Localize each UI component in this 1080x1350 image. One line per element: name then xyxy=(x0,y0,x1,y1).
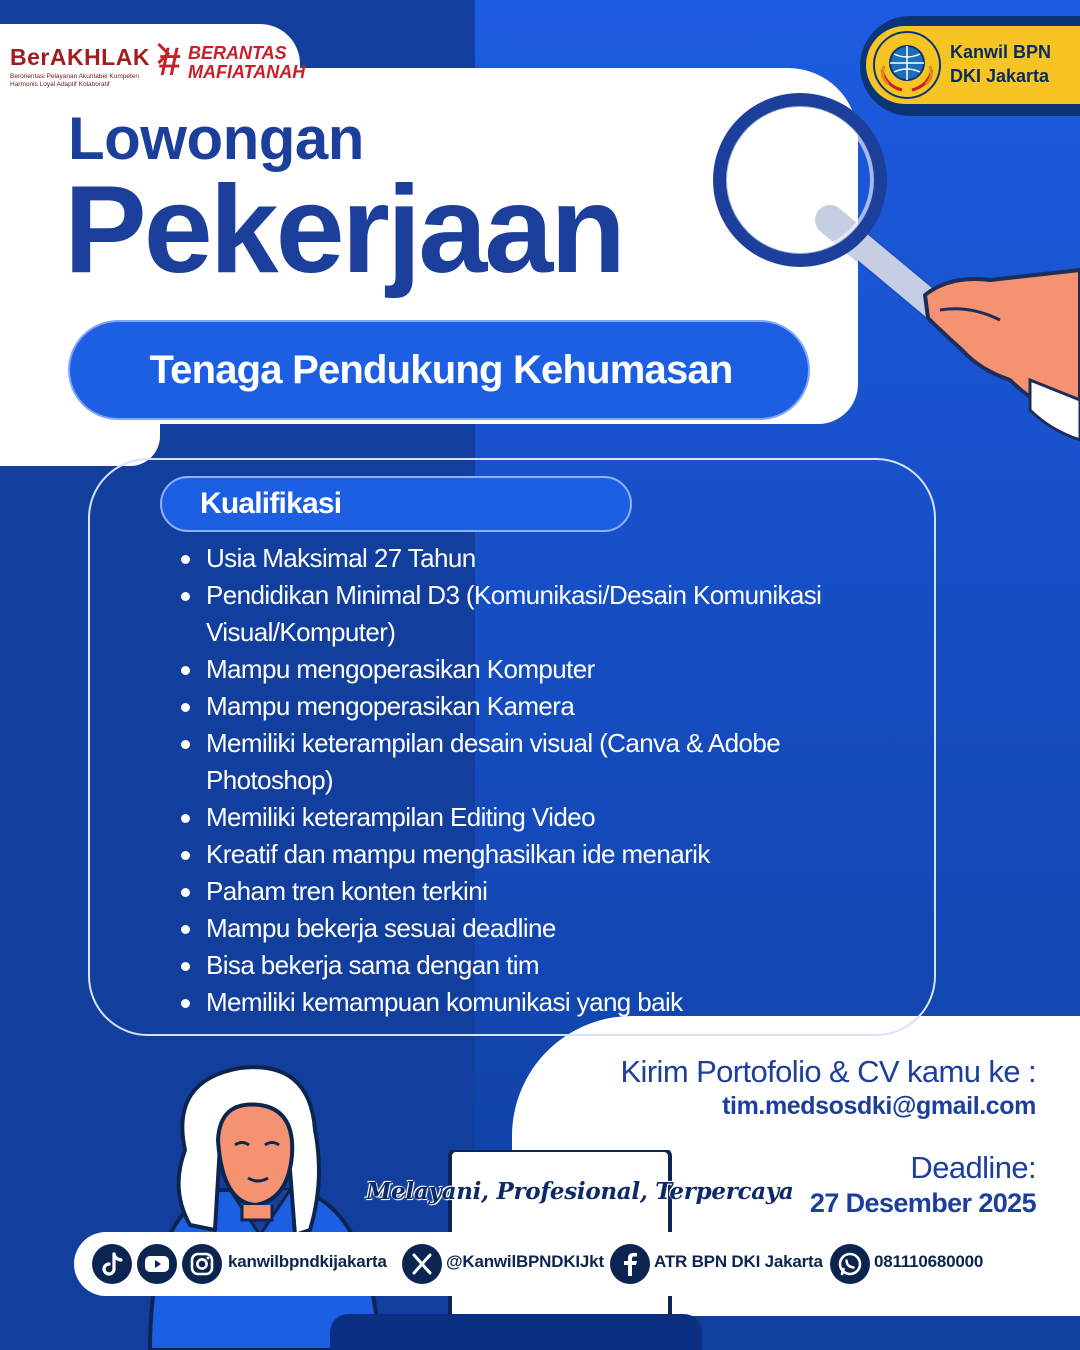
hashtag-mark: # xyxy=(158,40,181,84)
social-handle-facebook[interactable]: ATR BPN DKI Jakarta xyxy=(654,1252,823,1271)
qualification-item: Memiliki kemampuan komunikasi yang baik xyxy=(178,984,878,1021)
title-line-1: Lowongan xyxy=(68,105,364,172)
campaign-line-1: BERANTAS xyxy=(188,43,287,63)
send-instruction: Kirim Portofolio & CV kamu ke : xyxy=(620,1054,1036,1089)
whatsapp-number[interactable]: 081110680000 xyxy=(874,1252,984,1271)
slogan: Melayani, Profesional, Terpercaya xyxy=(366,1178,794,1205)
social-handle-x[interactable]: @KanwilBPNDKIJkt xyxy=(446,1252,604,1271)
qualification-item: Mampu mengoperasikan Komputer xyxy=(178,651,878,688)
qualification-item: Bisa bekerja sama dengan tim xyxy=(178,947,878,984)
social-handle-main[interactable]: kanwilbpndkijakarta xyxy=(228,1252,387,1271)
qualification-item: Mampu mengoperasikan Kamera xyxy=(178,688,878,725)
qualification-item: Memiliki keterampilan Editing Video xyxy=(178,799,878,836)
campaign-line-2: MAFIATANAH xyxy=(188,62,306,82)
berakhlak-logo xyxy=(10,44,167,89)
org-name-line-1: Kanwil BPN xyxy=(950,42,1052,62)
role-title: Tenaga Pendukung Kehumasan xyxy=(149,348,733,392)
title-line-2: Pekerjaan xyxy=(64,161,623,299)
whatsapp-icon[interactable] xyxy=(830,1244,870,1284)
instagram-icon[interactable] xyxy=(182,1244,222,1284)
woman-illustration xyxy=(110,1060,430,1350)
qualification-item: Paham tren konten terkini xyxy=(178,873,878,910)
youtube-icon[interactable] xyxy=(137,1244,177,1284)
qualification-item: Memiliki keterampilan desain visual (Canva & Adobe Photoshop) xyxy=(178,725,878,799)
qualifications-list xyxy=(178,540,878,1021)
qualification-item: Mampu bekerja sesuai deadline xyxy=(178,910,878,947)
qualifications-heading: Kualifikasi xyxy=(200,487,342,520)
deadline-date: 27 Desember 2025 xyxy=(809,1188,1036,1218)
berakhlak-brand: BerAKHLAK xyxy=(10,44,150,70)
qualification-item: Pendidikan Minimal D3 (Komunikasi/Desain Komunikasi Visual/Komputer) xyxy=(178,577,878,651)
facebook-icon[interactable] xyxy=(610,1244,650,1284)
qualifications-header xyxy=(160,476,632,532)
qualification-item: Kreatif dan mampu menghasilkan ide menarik xyxy=(178,836,878,873)
desk-base xyxy=(330,1314,702,1350)
x-icon[interactable] xyxy=(402,1244,442,1284)
org-name-line-2: DKI Jakarta xyxy=(950,66,1050,86)
deadline-label: Deadline: xyxy=(910,1150,1036,1185)
tiktok-icon[interactable] xyxy=(92,1244,132,1284)
berantas-mafiatanah-logo xyxy=(158,40,306,84)
contact-email[interactable]: tim.medsosdki@gmail.com xyxy=(722,1092,1036,1120)
berakhlak-subtitle: Berorientasi Pelayanan Akuntabel Kompeten Harmonis Loyal Adaptif Kolaboratif xyxy=(10,73,140,88)
role-banner xyxy=(68,320,810,420)
qualification-item: Usia Maksimal 27 Tahun xyxy=(178,540,878,577)
